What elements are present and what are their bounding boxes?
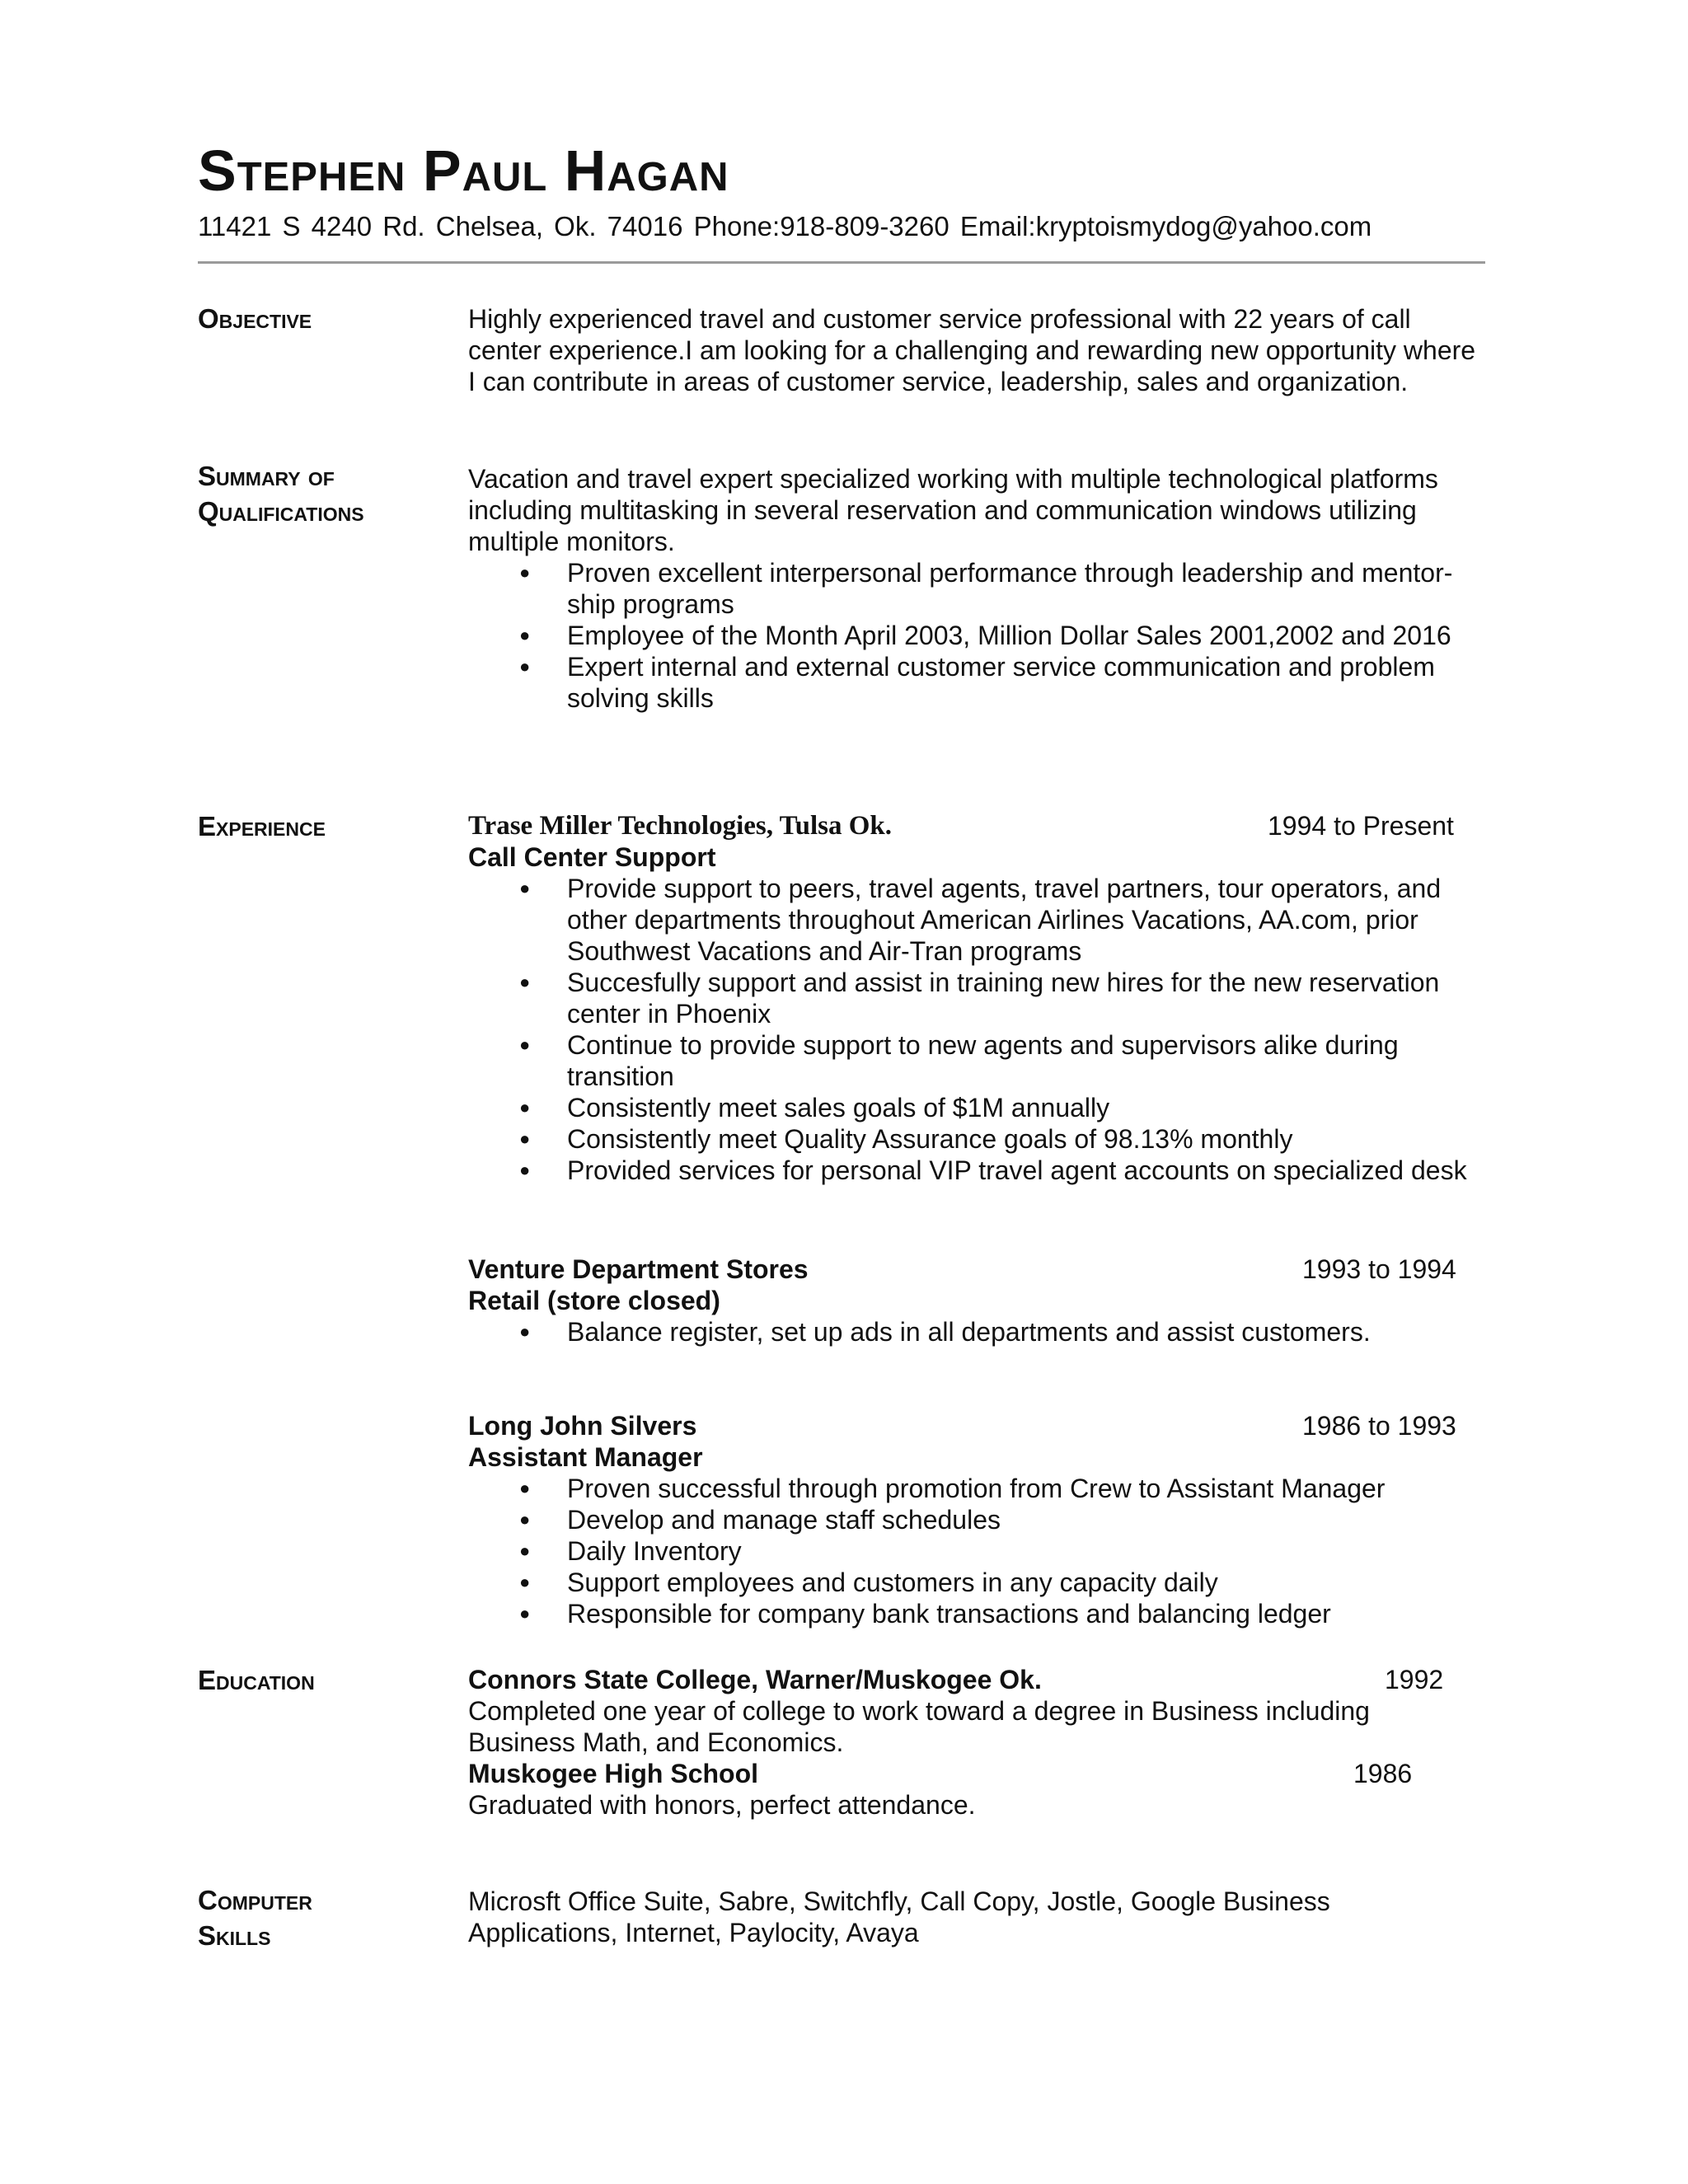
resume-name: Stephen Paul Hagan (198, 138, 729, 203)
education-section (468, 1664, 1482, 1821)
summary-heading (198, 458, 445, 529)
job-trase-miller (468, 810, 1482, 1186)
objective-section (468, 303, 1482, 397)
school-year: 1986 (1353, 1759, 1413, 1788)
summary-section (468, 463, 1482, 714)
company-name: Long John Silvers (468, 1411, 697, 1441)
contact-line: 11421 S 4240 Rd. Chelsea, Ok. 74016 Phone:918-809-3260 Email:kryptoismydog@yahoo.com (198, 211, 1372, 241)
list-item: ● Consistently meet Quality Assurance goals of 98.13% monthly (468, 1123, 1482, 1155)
list-item: ● Balance register, set up ads in all departments and assist customers. (468, 1316, 1482, 1347)
summary-heading-line2: Qualifications (198, 496, 364, 527)
school-name: Connors State College, Warner/Muskogee Ok. (468, 1665, 1042, 1694)
job-role: Assistant Manager (468, 1442, 703, 1472)
company-name: Trase Miller Technologies, Tulsa Ok. (468, 811, 893, 841)
list-item: ● Continue to provide support to new agents and supervisors alike during transition (468, 1029, 1482, 1092)
skills-section (468, 1886, 1482, 1948)
job-role: Call Center Support (468, 842, 716, 872)
list-item: ● Daily Inventory (468, 1535, 1482, 1567)
skills-heading-line2: Skills (198, 1920, 271, 1951)
list-item: ● Consistently meet sales goals of $1M annually (468, 1092, 1482, 1123)
job-venture (468, 1254, 1482, 1347)
company-name: Venture Department Stores (468, 1254, 809, 1284)
list-item: ● Succesfully support and assist in training new hires for the new reservation center in Phoenix (468, 967, 1482, 1029)
list-item: ● Proven successful through promotion from Crew to Assistant Manager (468, 1473, 1482, 1504)
summary-heading-line1: Summary of (198, 461, 335, 491)
job-bullets (468, 1473, 1482, 1629)
list-item: ● Responsible for company bank transactions and balancing ledger (468, 1598, 1482, 1629)
list-item: ● Support employees and customers in any capacity daily (468, 1567, 1482, 1598)
list-item: ● Provided services for personal VIP travel agent accounts on specialized desk (468, 1155, 1482, 1186)
summary-bullets (468, 557, 1482, 714)
job-dates: 1986 to 1993 (1302, 1411, 1456, 1441)
job-bullets (468, 1316, 1482, 1347)
list-item: ● Develop and manage staff schedules (468, 1504, 1482, 1535)
objective-text: Highly experienced travel and customer service professional with 22 years of call center experience.I am looking for a challenging and rewarding new opportunity where I can contribute in areas of customer service, leadership, sales and organization. (468, 304, 1476, 396)
school-detail: Completed one year of college to work toward a degree in Business including Business Math, and Economics. (468, 1696, 1370, 1757)
job-role: Retail (store closed) (468, 1286, 720, 1315)
skills-text: Microsft Office Suite, Sabre, Switchfly, Call Copy, Jostle, Google Business Applications, Internet, Paylocity, Avaya (468, 1886, 1330, 1947)
job-dates: 1994 to Present (1268, 811, 1454, 841)
experience-heading: Experience (198, 811, 326, 841)
objective-heading: Objective (198, 303, 312, 334)
school-name: Muskogee High School (468, 1759, 759, 1788)
skills-heading (198, 1882, 445, 1953)
job-long-john-silvers (468, 1410, 1482, 1629)
header-divider (198, 261, 1485, 264)
school-year: 1992 (1385, 1665, 1444, 1694)
school-detail: Graduated with honors, perfect attendance. (468, 1790, 976, 1820)
list-item: ● Provide support to peers, travel agents, travel partners, tour operators, and other departments throughout American Airlines Vacations, AA.com, prior Southwest Vacations and Air-Tran programs (468, 873, 1482, 967)
job-dates: 1993 to 1994 (1302, 1254, 1456, 1284)
education-heading: Education (198, 1665, 315, 1695)
skills-heading-line1: Computer (198, 1885, 312, 1915)
list-item: ● Employee of the Month April 2003, Million Dollar Sales 2001,2002 and 2016 (468, 620, 1482, 651)
list-item: ● Expert internal and external customer service communication and problem solving skills (468, 651, 1482, 714)
list-item: ● Proven excellent interpersonal performance through leadership and mentor-ship programs (468, 557, 1482, 620)
summary-text: Vacation and travel expert specialized working with multiple technological platforms including multitasking in several reservation and communication windows utilizing multiple monitors. (468, 464, 1438, 556)
job-bullets (468, 873, 1482, 1186)
